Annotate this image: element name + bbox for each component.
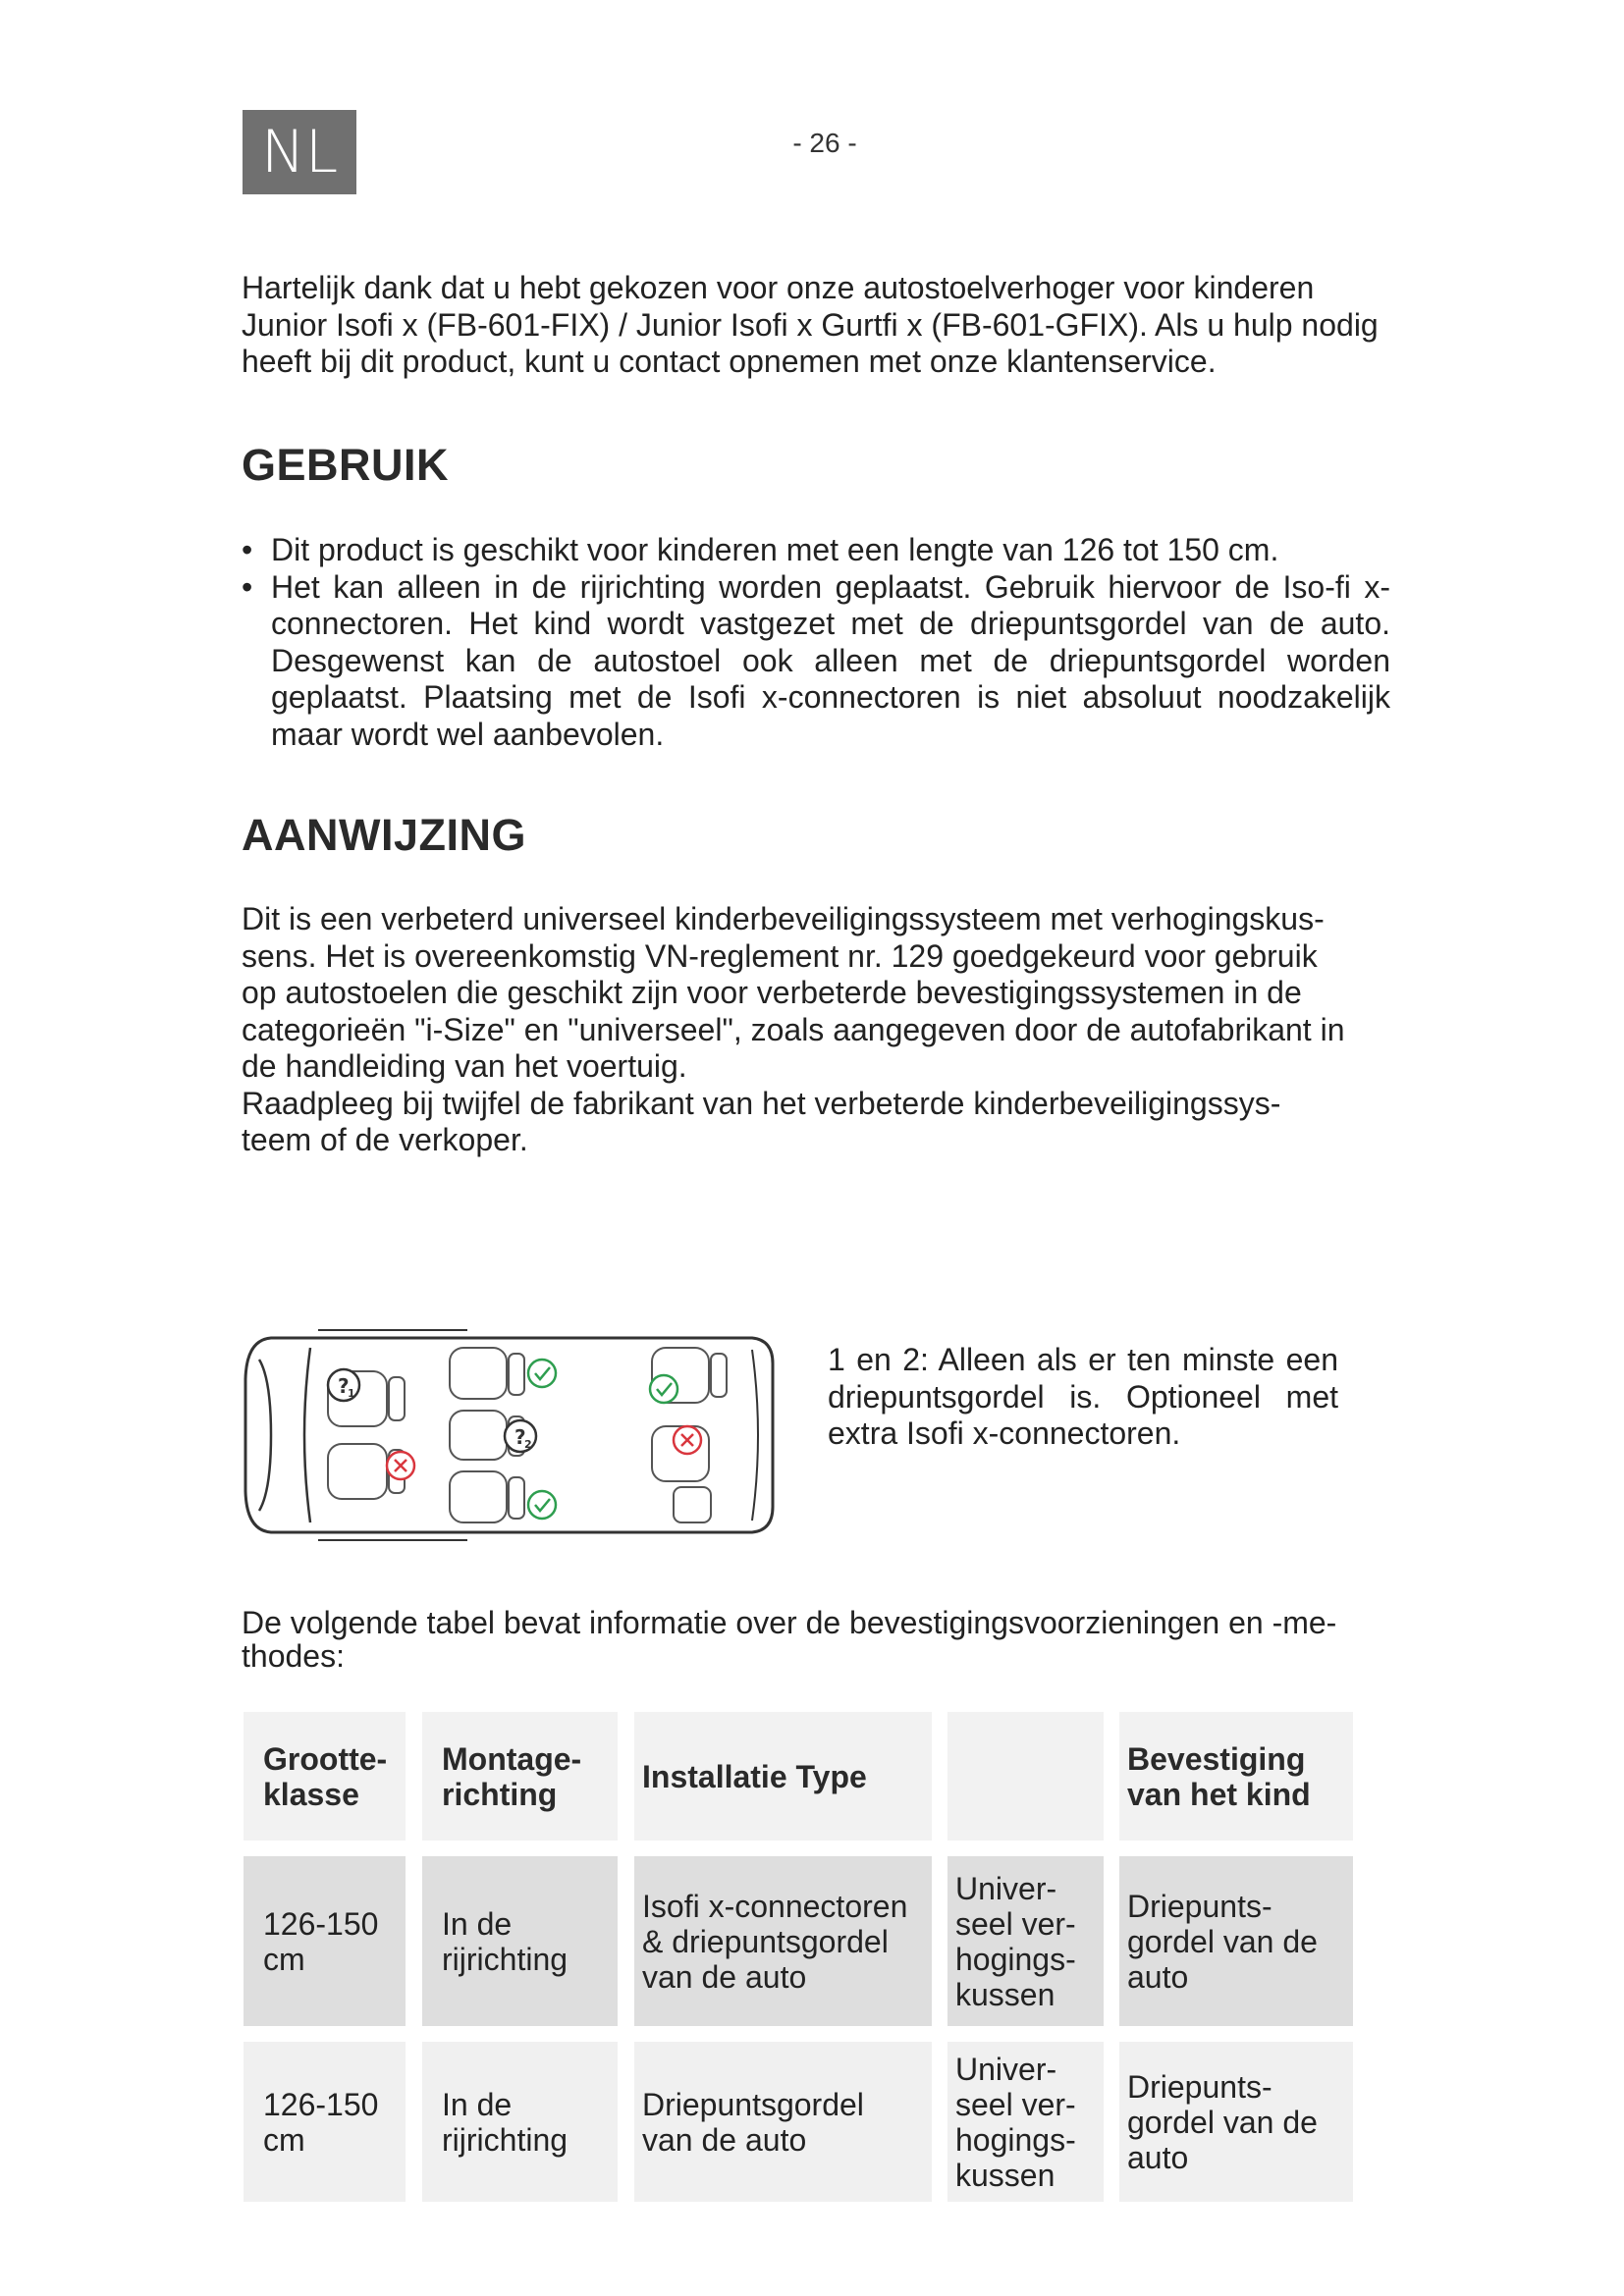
table-header-cell: Grootte- klasse [244, 1712, 406, 1841]
aanwijzing-heading: AANWIJZING [242, 810, 526, 860]
svg-text:2: 2 [524, 1438, 532, 1451]
car-diagram-caption: 1 en 2: Alleen als er ten minste een driepuntsgordel is. Optioneel met extra Isofi x-connectoren. [828, 1342, 1338, 1451]
question-icon [328, 1369, 536, 1452]
page-number: - 26 - [792, 128, 857, 158]
gebruik-heading: GEBRUIK [242, 440, 450, 490]
aanwijzing-line: Raadpleeg bij twijfel de fabrikant van het verbeterde kinderbeveiligingssys- [242, 1085, 1281, 1121]
aanwijzing-line: de handleiding van het voertuig. [242, 1048, 687, 1084]
table-cell: 126-150 cm [244, 1856, 406, 2026]
table-cell: In de rijrichting [422, 2042, 618, 2202]
table-cell: Driepunts- gordel van de auto [1119, 2042, 1353, 2202]
aanwijzing-line: teem of de verkoper. [242, 1122, 528, 1157]
list-item: • Het kan alleen in de rijrichting worden geplaatst. Gebruik hiervoor de Iso-fi x-connectoren. Het kind wordt vastgezet met de driepuntsgordel van de auto. Desgewenst kan de autostoel ook alleen met de driepuntsgordel worden geplaatst. Plaatsing met de Isofi x-connectoren is niet absoluut noodzakelijk maar wordt wel aanbevolen. [242, 569, 1390, 754]
aanwijzing-line: Dit is een verbeterd universeel kinderbeveiligingssysteem met verhogingskus- [242, 901, 1325, 936]
table-cell: Univer- seel ver- hogings- kussen [947, 2042, 1104, 2202]
table-cell: In de rijrichting [422, 1856, 618, 2026]
svg-text:?: ? [514, 1425, 526, 1449]
table-cell: Driepunts- gordel van de auto [1119, 1856, 1353, 2026]
aanwijzing-line: sens. Het is overeenkomstig VN-reglement nr. 129 goedgekeurd voor gebruik [242, 937, 1318, 974]
table-intro-line: De volgende tabel bevat informatie over de bevestigingsvoorzieningen en -me- [242, 1605, 1337, 1640]
table-cell: Isofi x-connectoren & driepuntsgordel van de auto [634, 1856, 932, 2026]
table-header-cell: Installatie Type [634, 1712, 932, 1841]
intro-line: Junior Isofi x (FB-601-FIX) / Junior Isofi x Gurtfi x (FB-601-GFIX). Als u hulp nodig [242, 306, 1379, 343]
aanwijzing-line: op autostoelen die geschikt zijn voor verbeterde bevestigingssystemen in de [242, 975, 1302, 1010]
svg-text:?: ? [338, 1374, 350, 1398]
table-cell: Driepuntsgordel van de auto [634, 2042, 932, 2202]
aanwijzing-line: categorieën "i-Size" en "universeel", zoals aangegeven door de autofabrikant in [242, 1011, 1345, 1047]
table-intro-line: thodes: [242, 1638, 345, 1674]
intro-line: heeft bij dit product, kunt u contact opnemen met onze klantenservice. [242, 344, 1217, 379]
check-icon [528, 1360, 677, 1519]
intro-line: Hartelijk dank dat u hebt gekozen voor onze autostoelverhoger voor kinderen [242, 270, 1315, 305]
table-header-cell: Bevestiging van het kind [1119, 1712, 1353, 1841]
table-cell: Univer- seel ver- hogings- kussen [947, 1856, 1104, 2026]
intro-paragraph [242, 270, 1390, 381]
aanwijzing-paragraph [242, 901, 1390, 1159]
svg-text:1: 1 [348, 1387, 355, 1400]
language-badge: NL [243, 110, 356, 194]
table-cell: 126-150 cm [244, 2042, 406, 2202]
car-seating-diagram [242, 1320, 777, 1550]
gebruik-list [242, 532, 1390, 753]
table-intro [242, 1606, 1390, 1673]
list-item: • Dit product is geschikt voor kinderen met een lengte van 126 tot 150 cm. [242, 532, 1390, 569]
table-header-cell: Montage- richting [422, 1712, 618, 1841]
table-header-cell [947, 1712, 1104, 1841]
